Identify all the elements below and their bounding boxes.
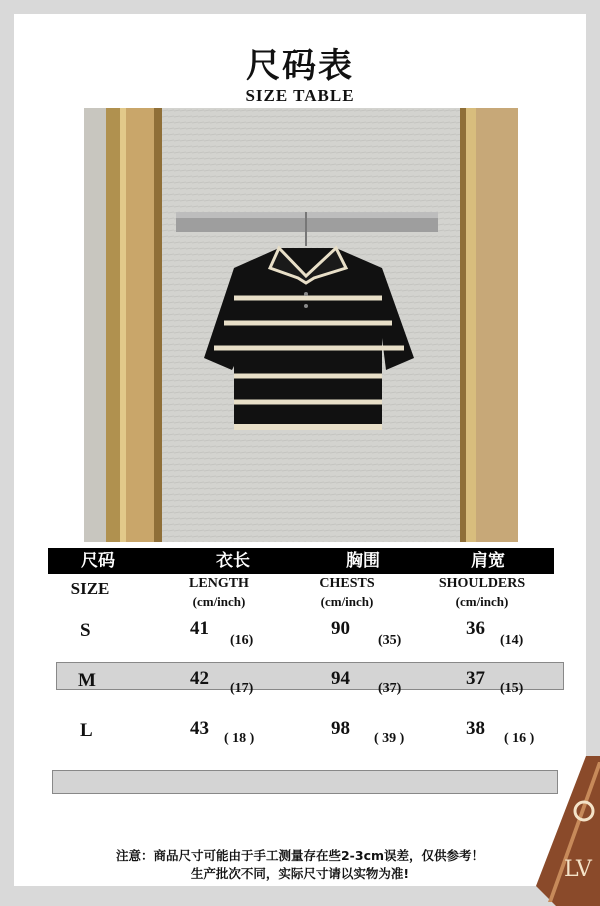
empty-row-bar [52,770,558,794]
chest-inch-l: ( 39 ) [374,731,405,746]
header-chest-en: CHESTS [319,576,375,591]
page-subtitle: SIZE TABLE [245,86,355,105]
header-length-unit: (cm/inch) [192,594,246,609]
table-header-bar [48,548,554,574]
length-m: 42 [190,668,209,689]
header-shoulder-en: SHOULDERS [438,576,526,591]
length-inch-s: (16) [230,633,254,648]
brand-ribbon-decoration [536,756,600,906]
header-chest-cn: 胸围 [346,551,380,571]
chest-l: 98 [331,718,350,739]
shoulder-inch-l: ( 16 ) [504,731,535,746]
shoulder-inch-m: (15) [500,681,524,696]
header-chest-unit: (cm/inch) [320,594,374,609]
length-inch-m: (17) [230,681,254,696]
monogram-icon: LV [564,857,592,882]
shoulder-m: 37 [466,668,485,689]
header-length-cn: 衣长 [216,551,250,571]
header-size-cn: 尺码 [81,551,115,571]
size-chart-card [14,14,586,886]
length-inch-l: ( 18 ) [224,731,255,746]
length-l: 43 [190,718,209,739]
size-label-l: L [80,720,93,741]
polo-shirt-image [84,108,518,542]
page-title: 尺码表 [246,46,354,86]
length-s: 41 [190,618,209,639]
chest-s: 90 [331,618,350,639]
chest-inch-s: (35) [378,633,402,648]
header-length-en: LENGTH [189,576,249,591]
header-shoulder-unit: (cm/inch) [455,594,509,609]
note-line-2: 生产批次不同，实际尺寸请以实物为准! [190,866,410,881]
shoulder-l: 38 [466,718,485,739]
chest-inch-m: (37) [378,681,402,696]
note-line-1: 注意：商品尺寸可能由于手工测量存在些2-3cm误差，仅供参考！ [115,848,485,863]
header-shoulder-cn: 肩宽 [471,551,505,571]
shoulder-s: 36 [466,618,485,639]
product-photo [84,108,518,542]
shoulder-inch-s: (14) [500,633,524,648]
size-label-s: S [80,620,91,641]
header-size-en: SIZE [70,579,110,598]
size-label-m: M [78,670,96,691]
row-highlight-m [56,662,564,690]
chest-m: 94 [331,668,350,689]
